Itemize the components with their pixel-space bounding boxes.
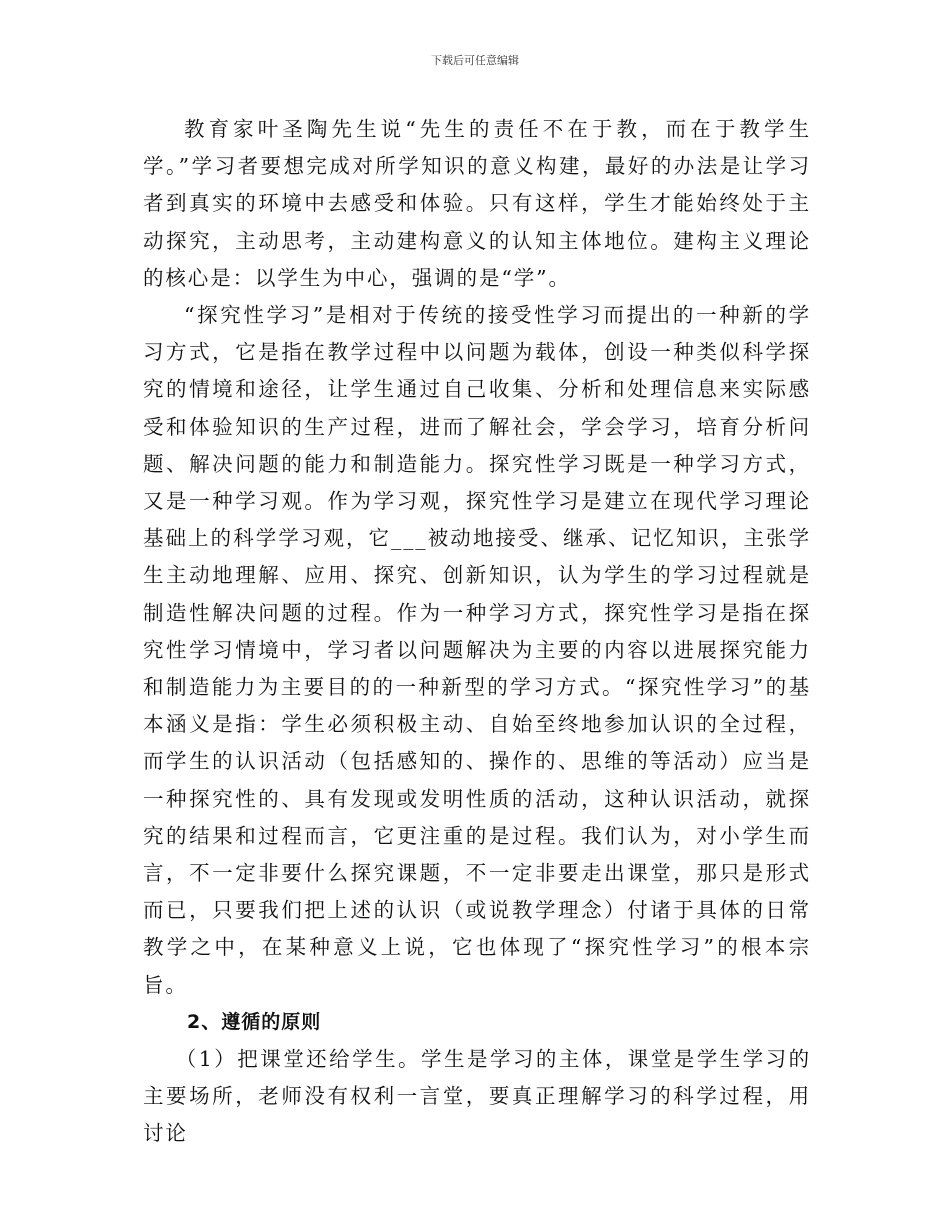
- document-body: [143, 111, 811, 1153]
- paragraph-constructivism: 教育家叶圣陶先生说“先生的责任不在于教，而在于教学生学。”学习者要想完成对所学知识的意义构建，最好的办法是让学习者到真实的环境中去感受和体验。只有这样，学生才能始终处于主动探究，主动思考，主动建构意义的认知主体地位。建构主义理论的核心是：以学生为中心，强调的是“学”。: [143, 117, 811, 290]
- page-header-note: 下载后可任意编辑: [431, 54, 519, 67]
- principle-item-1: （1）把课堂还给学生。学生是学习的主体，课堂是学生学习的主要场所，老师没有权利一言堂，要真正理解学习的科学过程，用讨论: [143, 1047, 811, 1146]
- paragraph-inquiry-learning: “探究性学习”是相对于传统的接受性学习而提出的一种新的学习方式，它是指在教学过程中以问题为载体，创设一种类似科学探究的情境和途径，让学生通过自己收集、分析和处理信息来实际感受和体验知识的生产过程，进而了解社会，学会学习，培育分析问题、解决问题的能力和制造能力。探究性学习既是一种学习方式，又是一种学习观。作为学习观，探究性学习是建立在现代学习理论基础上的科学学习观，它___被动地接受、继承、记忆知识，主张学生主动地理解、应用、探究、创新知识，认为学生的学习过程就是制造性解决问题的过程。作为一种学习方式，探究性学习是指在探究性学习情境中，学习者以问题解决为主要的内容以进展探究能力和制造能力为主要目的的一种新型的学习方式。“探究性学习”的基本涵义是指：学生必须积极主动、自始至终地参加认识的全过程，而学生的认识活动（包括感知的、操作的、思维的等活动）应当是一种探究性的、具有发现或发明性质的活动，这种认识活动，就探究的结果和过程而言，它更注重的是过程。我们认为，对小学生而言，不一定非要什么探究课题，不一定非要走出课堂，那只是形式而已，只要我们把上述的认识（或说教学理念）付诸于具体的日常教学之中，在某种意义上说，它也体现了“探究性学习”的根本宗旨。: [143, 303, 811, 997]
- section-heading-principles: 2、遵循的原则: [187, 1010, 322, 1033]
